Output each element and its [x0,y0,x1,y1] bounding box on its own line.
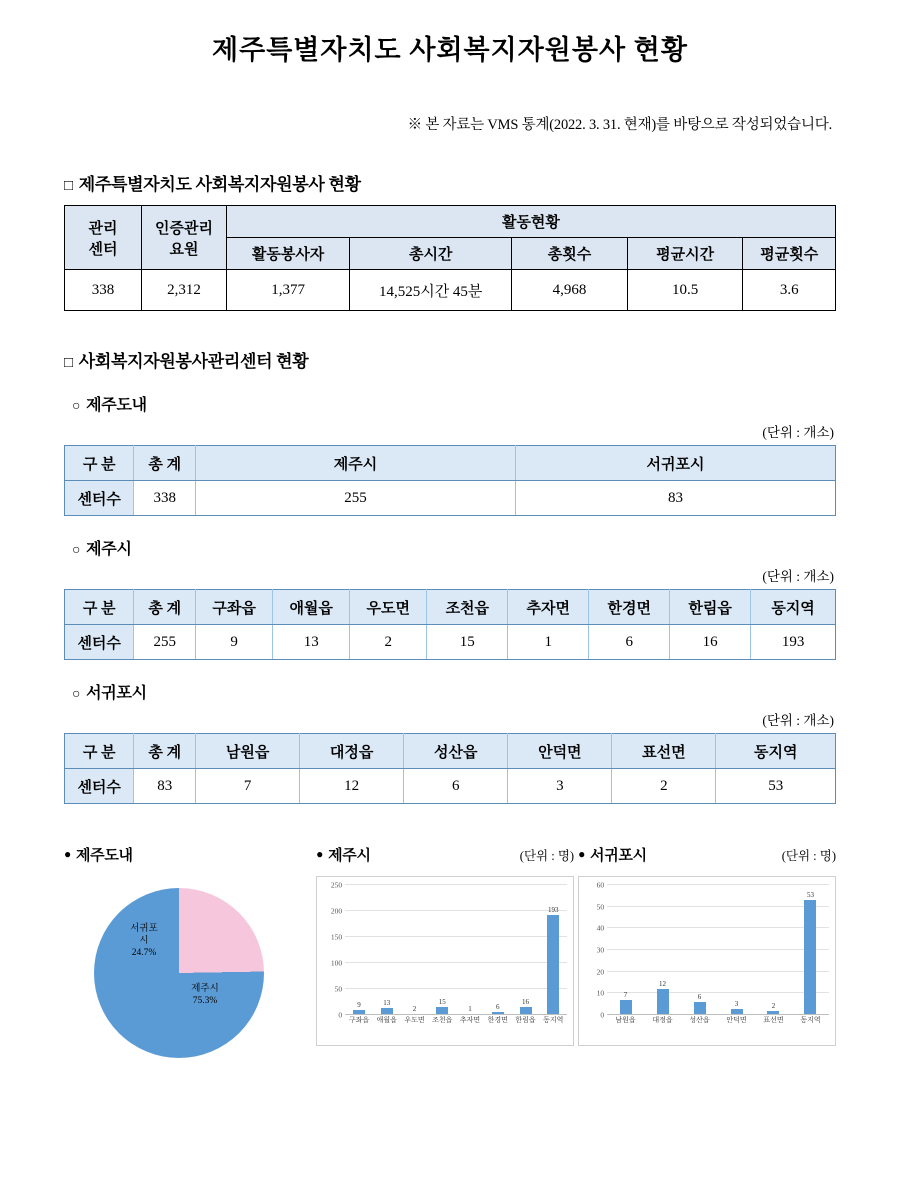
th-pyoseon: 표선면 [612,734,716,769]
chart-bar-jejusi [316,844,574,1046]
x-axis-tick: 성산읍 [689,1016,710,1024]
chart-bar-jejusi-unit: (단위 : 명) [519,849,575,863]
bar-chart-seogwipo [578,876,836,1046]
chart-pie-title [64,844,133,865]
th-division: 구 분 [65,590,134,625]
table-row [65,734,836,769]
chart-bar-jejusi-title-text: 제주시 [328,848,371,864]
th-center: 관리 센터 [65,206,142,270]
cell-dong-area: 53 [716,769,836,804]
cell-total: 338 [134,481,196,516]
dot-bullet-icon: ● [64,847,71,861]
bar-series [607,885,829,1015]
x-axis-tick: 추자면 [459,1016,481,1024]
bar-item [345,885,373,1015]
th-volunteers: 활동봉사자 [226,238,349,270]
table-jejudonae [64,445,836,516]
y-axis-tick: 0 [338,1010,343,1020]
subsection-jejudonae-heading-text: 제주도내 [86,397,147,414]
y-axis-tick: 100 [330,958,343,968]
cell-dong-area: 193 [751,625,836,660]
pie-label-seogwipo: 서귀포 시 24.7% [130,924,158,958]
table-overview [64,205,836,311]
th-certified-staff: 인증관리 요원 [142,206,227,270]
th-avg-count: 평균횟수 [743,238,836,270]
pie-chart [94,888,264,1058]
y-axis-tick: 200 [330,906,343,916]
charts-row [64,844,836,1058]
th-aewol: 애월읍 [273,590,350,625]
th-dong-area: 동지역 [751,590,836,625]
th-jeju-city: 제주시 [196,446,516,481]
table-row [65,481,836,516]
bar-value-label: 53 [806,891,814,900]
cell-total-count: 4,968 [512,270,628,311]
th-chuja: 추자면 [508,590,589,625]
chart-bar-jejusi-header [316,844,574,866]
th-division: 구 분 [65,734,134,769]
th-hangyeong: 한경면 [589,590,670,625]
bar-item [456,885,484,1015]
bar-item [512,885,540,1015]
bar-item [792,885,829,1015]
cell-andeok: 3 [508,769,612,804]
x-axis-tick: 남원읍 [615,1016,636,1024]
y-axis-tick: 50 [334,984,343,994]
th-total-hours: 총시간 [350,238,512,270]
chart-bar-seogwipo-header [578,844,836,866]
unit-note-jejusi: (단위 : 개소) [762,569,834,584]
cell-seongsan: 6 [404,769,508,804]
cell-avg-hours: 10.5 [627,270,743,311]
bar [657,989,669,1015]
bar-item [755,885,792,1015]
bar-value-label: 12 [659,980,667,988]
cell-chuja: 1 [508,625,589,660]
bar-value-label: 1 [468,1005,472,1014]
th-jocheon: 조천읍 [427,590,508,625]
section-2-heading-text: 사회복지자원봉사관리센터 현황 [78,352,309,371]
y-axis-tick: 40 [596,923,605,933]
x-axis-tick: 표선면 [763,1016,784,1024]
th-total: 총 계 [134,590,196,625]
bar-value-label: 15 [438,998,446,1007]
th-avg-hours: 평균시간 [627,238,743,270]
cell-pyoseon: 2 [612,769,716,804]
chart-pie-title-text: 제주도내 [75,848,133,864]
bar-item [681,885,718,1015]
table-jejusi [64,589,836,660]
cell-row-label: 센터수 [65,769,134,804]
bar-item [718,885,755,1015]
bar-value-label: 2 [412,1004,417,1013]
y-axis-tick: 60 [596,880,605,890]
chart-bar-seogwipo-title [578,844,647,865]
cell-certified-staff: 2,312 [142,270,227,311]
bar-value-label: 13 [383,999,391,1008]
chart-bar-seogwipo-title-text: 서귀포시 [590,848,647,864]
section-1-heading [64,170,836,195]
bar-series [345,885,567,1015]
x-axis-tick: 안덕면 [726,1016,747,1024]
document-page [0,28,900,1195]
section-1-heading-text: 제주특별자치도 사회복지자원봉사 현황 [78,175,361,194]
chart-bar-seogwipo-unit: (단위 : 명) [781,849,836,863]
chart-pie-jejudonae [64,844,310,1058]
chart-pie-header [64,844,310,866]
bar-item [484,885,512,1015]
x-axis-tick: 애월읍 [376,1016,397,1024]
th-activity-group: 활동현황 [226,206,835,238]
table-seogwipo [64,733,836,804]
unit-note-seogwipo: (단위 : 개소) [762,713,834,728]
bar-item [401,885,429,1015]
y-axis-tick: 10 [596,988,605,998]
cell-jocheon: 15 [427,625,508,660]
table-row [65,590,836,625]
cell-daejeong: 12 [300,769,404,804]
y-axis-tick: 20 [596,967,605,977]
chart-bar-seogwipo [578,844,836,1046]
x-axis-tick: 한경면 [487,1016,508,1024]
square-bullet-icon: □ [64,355,73,371]
pie-label-jeju: 제주시 75.3% [191,984,219,1006]
th-dong-area: 동지역 [716,734,836,769]
circle-bullet-icon: ○ [72,399,81,414]
bar-value-label: 3 [734,999,739,1008]
bar-item [428,885,456,1015]
subsection-jejusi-heading [64,536,836,559]
subsection-seogwipo-heading [64,680,836,703]
th-seongsan: 성산읍 [404,734,508,769]
table-row [65,769,836,804]
bar-value-label: 2 [771,1001,776,1010]
th-total: 총 계 [134,734,196,769]
x-axis-tick: 한림읍 [515,1016,536,1024]
unit-note-jejudonae: (단위 : 개소) [762,425,834,440]
dot-bullet-icon: ● [578,847,586,861]
cell-jeju-city: 255 [196,481,516,516]
bar [547,915,559,1015]
cell-udo: 2 [350,625,427,660]
th-namwon: 남원읍 [196,734,300,769]
chart-bar-jejusi-title [316,844,371,865]
table-row [65,446,836,481]
bar-item [644,885,681,1015]
cell-avg-count: 3.6 [743,270,836,311]
th-hallim: 한림읍 [670,590,751,625]
section-2-heading [64,347,836,372]
x-axis-tick: 조천읍 [432,1016,453,1024]
th-andeok: 안덕면 [508,734,612,769]
th-udo: 우도면 [350,590,427,625]
th-daejeong: 대정읍 [300,734,404,769]
cell-total-hours: 14,525시간 45분 [350,270,512,311]
subsection-seogwipo-heading-text: 서귀포시 [86,685,147,702]
cell-row-label: 센터수 [65,625,134,660]
bar [620,1000,632,1015]
bar-item [373,885,401,1015]
x-axis-tick: 구좌읍 [348,1016,370,1024]
cell-hallim: 16 [670,625,751,660]
circle-bullet-icon: ○ [72,687,81,702]
bar-value-label: 7 [623,990,628,999]
x-axis-tick: 동지역 [543,1016,564,1024]
th-total-count: 총횟수 [512,238,628,270]
th-total: 총 계 [134,446,196,481]
table-row [65,206,836,238]
cell-center: 338 [65,270,142,311]
bar [804,900,816,1015]
dot-bullet-icon: ● [316,847,324,861]
bar-item [539,885,567,1015]
th-seogwipo-city: 서귀포시 [516,446,836,481]
bar-value-label: 193 [548,905,559,914]
y-axis-tick: 150 [330,932,343,942]
x-axis-labels [345,1015,567,1041]
table-row [65,625,836,660]
cell-gujwa: 9 [196,625,273,660]
subsection-jejusi-heading-text: 제주시 [86,541,132,558]
cell-hangyeong: 6 [589,625,670,660]
cell-namwon: 7 [196,769,300,804]
y-axis-tick: 250 [330,880,343,890]
cell-total: 83 [134,769,196,804]
table-row [65,270,836,311]
square-bullet-icon: □ [64,178,73,194]
bar-value-label: 9 [357,1001,361,1010]
bar-value-label: 16 [522,997,529,1006]
cell-row-label: 센터수 [65,481,134,516]
cell-volunteers: 1,377 [226,270,349,311]
source-note: ※ 본 자료는 VMS 통계(2022. 3. 31. 현재)를 바탕으로 작성되었습니다. [407,117,832,133]
bar-chart-jejusi [316,876,574,1046]
y-axis-tick: 50 [596,902,605,912]
pie-slices [94,888,264,1058]
bar-value-label: 6 [697,993,702,1001]
circle-bullet-icon: ○ [72,543,81,558]
cell-aewol: 13 [273,625,350,660]
page-title: 제주특별자치도 사회복지자원봉사 현황 [212,35,688,65]
x-axis-labels [607,1015,829,1041]
cell-seogwipo-city: 83 [516,481,836,516]
bar-item [607,885,644,1015]
x-axis-tick: 우도면 [404,1016,425,1024]
y-axis-tick: 0 [600,1010,605,1020]
subsection-jejudonae-heading [64,392,836,415]
th-gujwa: 구좌읍 [196,590,273,625]
cell-total: 255 [134,625,196,660]
th-division: 구 분 [65,446,134,481]
x-axis-tick: 동지역 [800,1016,821,1024]
bar-value-label: 6 [496,1002,500,1011]
y-axis-tick: 30 [596,945,605,955]
x-axis-tick: 대정읍 [652,1016,673,1024]
